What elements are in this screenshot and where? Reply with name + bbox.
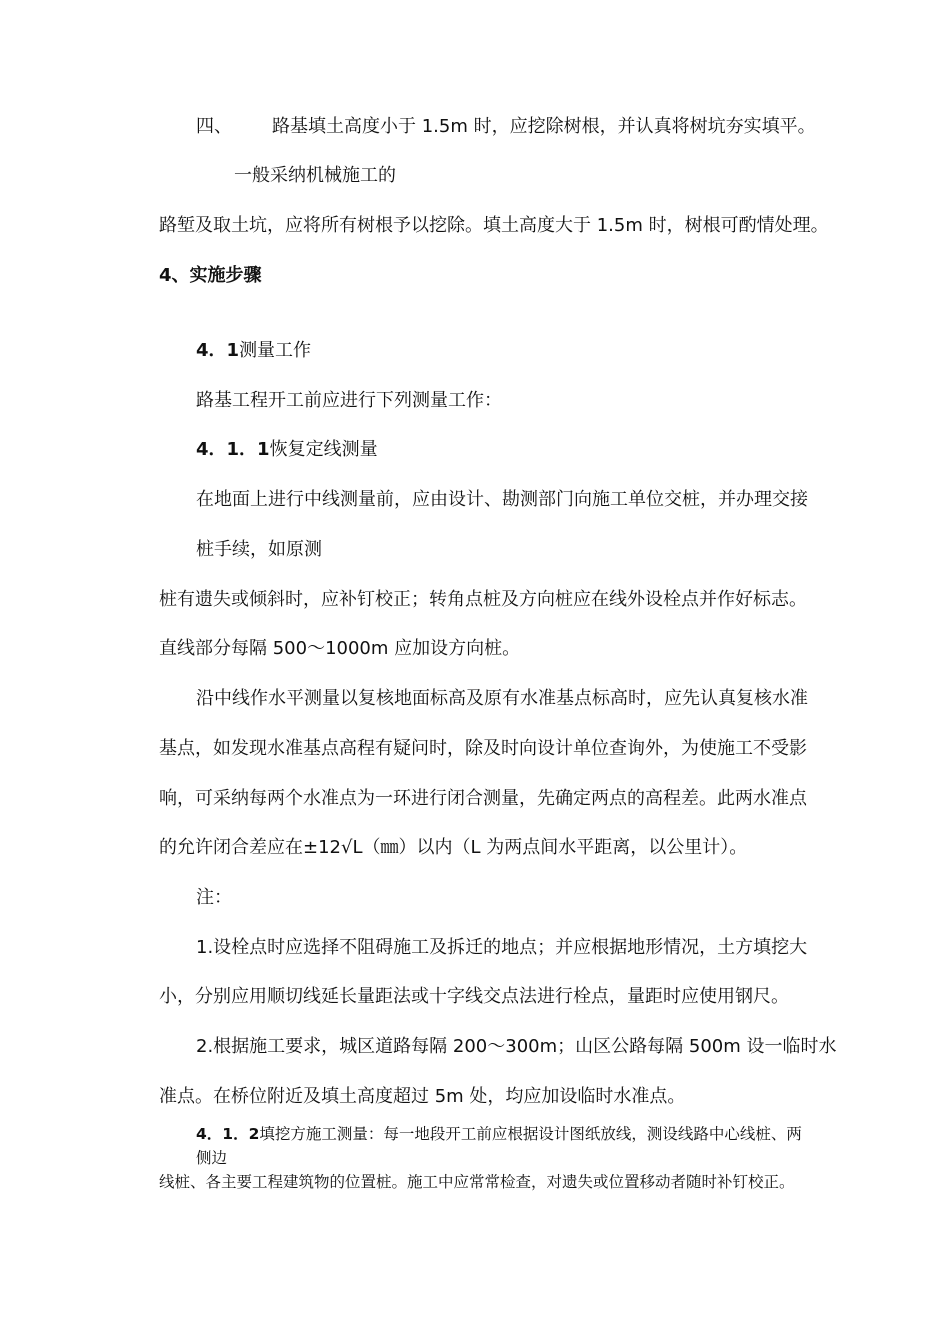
note-item: 1.设栓点时应选择不阻碍施工及拆迁的地点；并应根据地形情况，土方填挖大 — [196, 937, 808, 958]
paragraph-text: 直线部分每隔 500～1000m 应加设方向桩。 — [159, 638, 521, 659]
paragraph-text: 路堑及取土坑，应将所有树根予以挖除。填土高度大于 1.5m 时，树根可酌情处理。 — [159, 215, 829, 236]
paragraph-text: 一般采纳机械施工的 — [234, 165, 396, 186]
subsection-number: 4．1 — [196, 340, 240, 361]
paragraph-text: 在地面上进行中线测量前，应由设计、勘测部门向施工单位交桩，并办理交接 — [196, 489, 808, 510]
subsection-title: 测量工作 — [239, 340, 312, 361]
paragraph-text: 响，可采纳每两个水准点为一环进行闭合测量，先确定两点的高程差。此两水准点 — [159, 788, 807, 809]
paragraph-text: 桩有遗失或倾斜时，应补钉校正；转角点桩及方向桩应在线外设栓点并作好标志。 — [159, 589, 807, 610]
subsection-title: 恢复定线测量 — [269, 439, 378, 460]
paragraph-text: 路基填土高度小于 1.5m 时，应挖除树根，并认真将树坑夯实填平。 — [272, 116, 816, 137]
note-item: 准点。在桥位附近及填土高度超过 5m 处，均应加设临时水准点。 — [159, 1086, 686, 1107]
subsection-heading — [196, 339, 311, 363]
paragraph-number: 四、 — [196, 116, 232, 137]
section-heading: 4、实施步骤 — [159, 265, 262, 286]
subsection-heading — [196, 1124, 802, 1144]
note-item: 2.根据施工要求，城区道路每隔 200～300m；山区公路每隔 500m 设一临时水 — [196, 1036, 837, 1057]
note-item: 小，分别应用顺切线延长量距法或十字线交点法进行栓点，量距时应使用钢尺。 — [159, 986, 789, 1007]
paragraph-text: 沿中线作水平测量以复核地面标高及原有水准基点标高时，应先认真复核水准 — [196, 688, 808, 709]
paragraph-text: 侧边 — [196, 1149, 228, 1167]
paragraph-text: 的允许闭合差应在±12√L（㎜）以内（L 为两点间水平距离，以公里计）。 — [159, 837, 748, 858]
subsection-number: 4．1．1 — [196, 439, 270, 460]
subsection-number: 4．1．2 — [196, 1125, 260, 1143]
paragraph-text: 线桩、各主要工程建筑物的位置桩。施工中应常常检查，对遗失或位置移动者随时补钉校正。 — [159, 1173, 795, 1191]
paragraph-text: 路基工程开工前应进行下列测量工作： — [196, 390, 502, 411]
paragraph-text: 基点，如发现水准基点高程有疑问时，除及时向设计单位查询外，为使施工不受影 — [159, 738, 807, 759]
paragraph-text: 填挖方施工测量：每一地段开工前应根据设计图纸放线，测设线路中心线桩、两 — [259, 1125, 802, 1143]
note-label: 注： — [196, 887, 232, 908]
subsection-heading — [196, 438, 378, 462]
paragraph-text: 桩手续，如原测 — [196, 539, 322, 560]
